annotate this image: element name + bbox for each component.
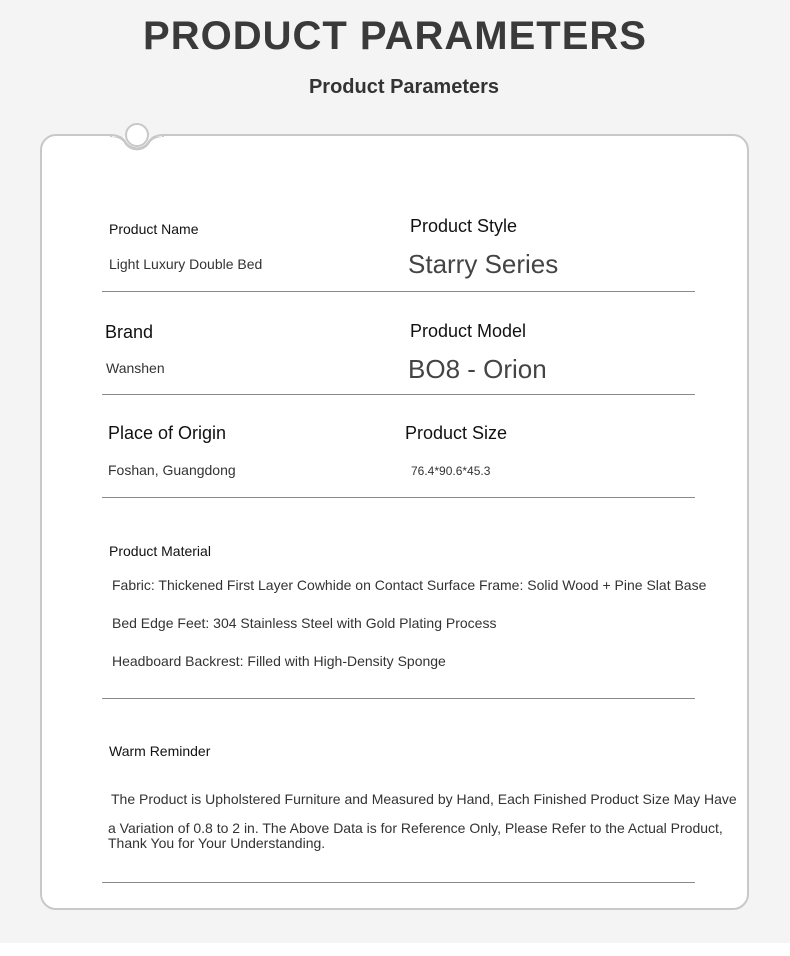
product-material-label: Product Material xyxy=(109,543,211,559)
reminder-line: The Product is Upholstered Furniture and Measured by Hand, Each Finished Product Size May Have xyxy=(111,791,737,807)
divider-row-3 xyxy=(102,497,695,498)
hang-tag-icon xyxy=(108,120,166,156)
warm-reminder-label: Warm Reminder xyxy=(109,743,211,759)
brand-value: Wanshen xyxy=(106,360,165,376)
product-size-label: Product Size xyxy=(405,423,508,443)
divider-material xyxy=(102,698,695,699)
product-size-value: 76.4*90.6*45.3 xyxy=(411,464,491,478)
material-line: Fabric: Thickened First Layer Cowhide on Contact Surface Frame: Solid Wood + Pine Slat Base xyxy=(112,577,707,593)
page-subtitle: Product Parameters xyxy=(308,76,500,98)
brand-label: Brand xyxy=(105,322,154,342)
product-style-label: Product Style xyxy=(410,216,518,236)
reminder-paragraph: a Variation of 0.8 to 2 in. The Above Data is for Reference Only, Please Refer to the Actual Product, Thank You for Your Understanding. xyxy=(108,820,723,851)
divider-row-2 xyxy=(102,394,695,395)
divider-row-1 xyxy=(102,291,695,292)
place-of-origin-value: Foshan, Guangdong xyxy=(108,462,236,478)
page-title: PRODUCT PARAMETERS xyxy=(143,14,647,58)
page-bottom-strip xyxy=(0,943,790,956)
divider-reminder xyxy=(102,882,695,883)
material-line: Bed Edge Feet: 304 Stainless Steel with Gold Plating Process xyxy=(112,615,497,631)
material-line: Headboard Backrest: Filled with High-Density Sponge xyxy=(112,653,446,669)
place-of-origin-label: Place of Origin xyxy=(108,423,227,443)
product-name-label: Product Name xyxy=(109,221,199,237)
product-name-value: Light Luxury Double Bed xyxy=(109,256,263,272)
product-model-label: Product Model xyxy=(410,321,527,341)
product-model-value: BO8 - Orion xyxy=(408,354,547,384)
product-style-value: Starry Series xyxy=(408,249,559,279)
